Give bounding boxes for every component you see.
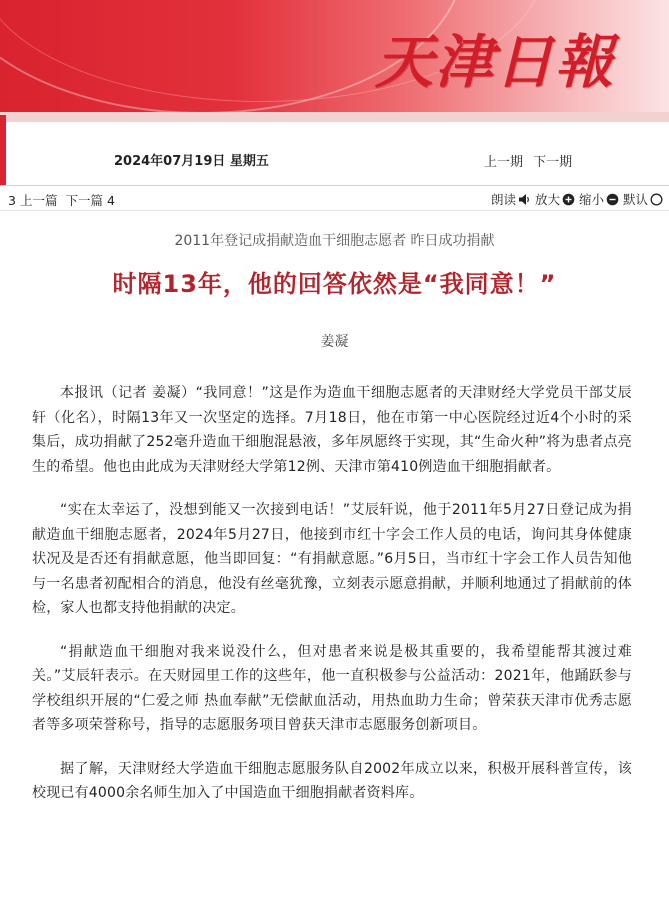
next-article-link[interactable]: 下一篇 bbox=[65, 193, 103, 208]
article-paragraph: 本报讯（记者 姜凝）“我同意！”这是作为造血干细胞志愿者的天津财经大学党员干部艾辰轩（化名），时隔13年又一次坚定的选择。7月18日，他在市第一中心医院经过近4个小时的采集后，成功捐献了252毫升造血干细胞混悬液，多年夙愿终于实现，其“生命火种”将为患者点亮生的希望。他也由此成为天津财经大学第12例、天津市第410例造血干细胞捐献者。 bbox=[32, 385, 632, 475]
zoom-out-label: 缩小 bbox=[578, 192, 604, 207]
article-paragraph: “实在太幸运了，没想到能又一次接到电话！”艾辰轩说，他于2011年5月27日登记成为捐献造血干细胞志愿者，2024年5月27日，他接到市红十字会工作人员的电话，询问其身体健康状况及是否还有捐献意愿，他当即回复：“有捐献意愿。”6月5日，当市红十字会工作人员告知他与一名患者初配相合的消息，他没有丝毫犹豫，立刻表示愿意捐献，并顺利地通过了捐献前的体检，家人也都支持他捐献的决定。 bbox=[32, 502, 632, 616]
issue-date: 2024年07月19日 星期五 bbox=[114, 154, 269, 169]
zoom-in-button[interactable] bbox=[535, 190, 575, 208]
article-navigation bbox=[8, 191, 119, 209]
plus-circle-icon bbox=[562, 193, 575, 206]
article-paragraph: 据了解，天津财经大学造血干细胞志愿服务队自2002年成立以来，积极开展科普宣传，该校现已有4000余名师生加入了中国造血干细胞捐献者资料库。 bbox=[32, 760, 632, 801]
article-title: 时隔13年，他的回答依然是“我同意！” bbox=[112, 270, 557, 298]
reading-tools bbox=[487, 190, 663, 208]
page-number-end: 4 bbox=[106, 193, 115, 208]
default-size-button[interactable] bbox=[623, 190, 663, 208]
zoom-in-label: 放大 bbox=[534, 192, 560, 207]
page-number-start: 3 bbox=[8, 193, 16, 208]
article-author: 姜凝 bbox=[320, 334, 349, 350]
left-accent-bar bbox=[0, 115, 6, 185]
zoom-out-button[interactable] bbox=[579, 190, 619, 208]
read-aloud-button[interactable] bbox=[491, 190, 531, 208]
reset-circle-icon bbox=[650, 193, 663, 206]
newspaper-logo: 天津日報 bbox=[375, 28, 616, 96]
read-aloud-label: 朗读 bbox=[490, 192, 516, 207]
prev-article-link[interactable]: 上一篇 bbox=[19, 193, 58, 208]
masthead-banner bbox=[0, 0, 669, 122]
article-paragraph: “捐献造血干细胞对我来说没什么，但对患者来说是极其重要的，我希望能帮其渡过难关。”艾辰轩表示。在天财园里工作的这些年，他一直积极参与公益活动：2021年，他踊跃参与学校组织开展的“仁爱之师 热血奉献”无偿献血活动，用热血助力生命；曾荣获天津市优秀志愿者等多项荣誉称号，指导的志愿服务项目曾获天津市志愿服务创新项目。 bbox=[32, 643, 632, 733]
prev-issue-link[interactable]: 上一期 bbox=[484, 155, 524, 170]
article-subtitle: 2011年登记成捐献造血干细胞志愿者 昨日成功捐献 bbox=[174, 233, 495, 249]
article-body bbox=[32, 381, 632, 825]
article-toolbar bbox=[0, 185, 669, 211]
default-size-label: 默认 bbox=[622, 192, 648, 207]
banner-stripe bbox=[0, 112, 669, 122]
minus-circle-icon bbox=[606, 193, 619, 206]
next-issue-link[interactable]: 下一期 bbox=[533, 155, 573, 170]
issue-navigation bbox=[484, 151, 578, 170]
speaker-icon bbox=[518, 193, 531, 206]
